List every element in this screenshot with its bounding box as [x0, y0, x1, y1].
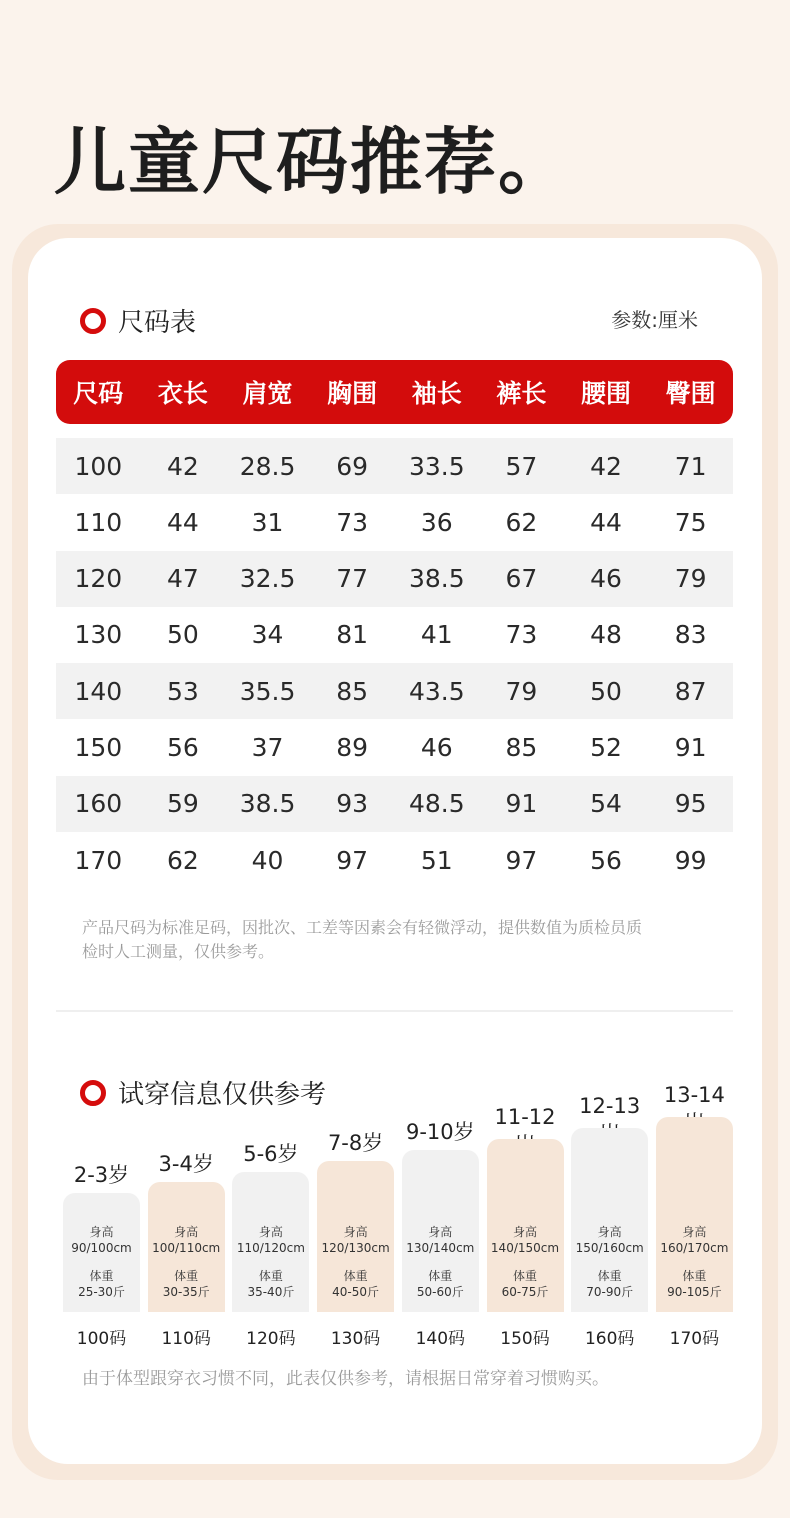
table-cell: 42 [590, 451, 622, 481]
unit-label: 参数:厘米 [611, 308, 698, 332]
column-header: 肩宽 [242, 379, 293, 408]
table-note [82, 916, 642, 964]
section-divider [56, 1010, 733, 1012]
weight-label: 体重 [682, 1269, 707, 1283]
note-line: 检时人工测量，仅供参考。 [82, 942, 275, 961]
weight-value: 35-40斤 [247, 1285, 295, 1299]
fit-bar [317, 1161, 394, 1312]
column-header: 裤长 [496, 379, 547, 408]
fit-bar [232, 1172, 309, 1312]
fit-info-header [80, 1074, 326, 1111]
age-label: 13-14 [663, 1083, 725, 1107]
table-cell: 79 [674, 564, 707, 594]
table-cell: 93 [336, 789, 369, 819]
height-value: 130/140cm [406, 1241, 475, 1255]
size-label: 170码 [669, 1329, 720, 1349]
age-label: 9-10岁 [405, 1120, 475, 1144]
table-cell: 140 [74, 676, 123, 706]
height-label: 身高 [428, 1225, 453, 1239]
page-title: 儿童尺码推荐。 [54, 120, 573, 204]
size-table-header [80, 302, 196, 339]
table-cell: 85 [336, 676, 369, 706]
size-table-title: 尺码表 [118, 308, 197, 338]
table-cell: 35.5 [239, 676, 296, 706]
table-cell: 28.5 [239, 451, 296, 481]
table-row [56, 607, 733, 663]
column-header: 胸围 [327, 379, 378, 408]
table-row [56, 494, 733, 550]
table-cell: 69 [336, 451, 369, 481]
size-label: 150码 [500, 1329, 550, 1349]
table-cell: 99 [674, 845, 707, 875]
table-cell: 33.5 [408, 451, 465, 481]
table-row [56, 438, 733, 494]
table-cell: 120 [74, 564, 123, 594]
table-cell: 32.5 [239, 564, 296, 594]
table-row [56, 832, 733, 888]
column-header: 袖长 [411, 379, 462, 408]
table-cell: 47 [167, 564, 199, 594]
height-value: 160/170cm [660, 1241, 729, 1255]
height-value: 120/130cm [321, 1241, 390, 1255]
age-label: 2-3岁 [73, 1163, 130, 1187]
weight-value: 25-30斤 [78, 1285, 125, 1299]
height-label: 身高 [512, 1225, 537, 1239]
height-label: 身高 [258, 1225, 283, 1239]
fit-info-title: 试穿信息仅供参考 [118, 1080, 327, 1110]
fit-bar [571, 1128, 648, 1312]
size-label: 160码 [584, 1329, 635, 1349]
table-cell: 38.5 [408, 564, 465, 594]
age-label: 12-13 [579, 1094, 641, 1118]
height-label: 身高 [174, 1225, 199, 1239]
table-cell: 83 [674, 620, 707, 650]
weight-label: 体重 [89, 1269, 114, 1283]
table-cell: 37 [251, 733, 284, 762]
table-cell: 40 [251, 845, 284, 875]
table-cell: 59 [167, 789, 199, 819]
table-cell: 53 [167, 676, 199, 706]
height-label: 身高 [597, 1225, 622, 1239]
fit-bar [487, 1139, 564, 1312]
height-value: 100/110cm [152, 1241, 221, 1255]
age-label: 11-12 [494, 1105, 556, 1129]
height-value: 90/100cm [71, 1241, 132, 1255]
height-label: 身高 [682, 1225, 707, 1239]
size-label: 130码 [330, 1329, 381, 1349]
weight-value: 90-105斤 [667, 1285, 722, 1299]
table-cell: 91 [505, 789, 538, 819]
table-cell: 52 [590, 733, 622, 762]
height-label: 身高 [89, 1225, 114, 1239]
weight-label: 体重 [597, 1269, 622, 1283]
table-cell: 44 [167, 507, 199, 537]
table-cell: 34 [251, 620, 284, 650]
table-cell: 97 [505, 845, 538, 875]
table-cell: 62 [505, 507, 538, 537]
table-cell: 46 [590, 564, 622, 594]
weight-label: 体重 [343, 1269, 368, 1283]
table-cell: 160 [74, 789, 123, 819]
table-cell: 100 [74, 451, 123, 481]
fit-bar [402, 1150, 479, 1312]
table-cell: 62 [167, 845, 199, 875]
ring-icon [80, 308, 106, 334]
table-cell: 79 [505, 676, 538, 706]
table-cell: 42 [167, 451, 199, 481]
table-cell: 97 [336, 845, 369, 875]
table-cell: 91 [674, 733, 707, 762]
table-cell: 150 [74, 733, 123, 762]
column-header: 臀围 [665, 379, 716, 408]
table-cell: 73 [505, 620, 538, 650]
weight-value: 50-60斤 [416, 1285, 464, 1299]
table-row [56, 663, 733, 719]
table-cell: 56 [167, 733, 199, 762]
weight-label: 体重 [512, 1269, 537, 1283]
weight-label: 体重 [258, 1269, 283, 1283]
table-cell: 81 [336, 620, 369, 650]
table-cell: 46 [420, 733, 453, 762]
age-label: 3-4岁 [158, 1152, 214, 1176]
table-cell: 73 [336, 507, 369, 537]
size-label: 100码 [76, 1329, 127, 1349]
table-cell: 95 [674, 789, 707, 819]
table-cell: 57 [505, 451, 538, 481]
table-cell: 44 [590, 507, 622, 537]
table-cell: 130 [74, 620, 123, 650]
table-cell: 38.5 [239, 789, 296, 819]
age-label: 7-8岁 [327, 1131, 384, 1155]
weight-value: 40-50斤 [332, 1285, 380, 1299]
table-cell: 50 [590, 676, 622, 706]
table-cell: 67 [505, 564, 538, 594]
table-cell: 51 [420, 845, 453, 875]
height-label: 身高 [343, 1225, 368, 1239]
table-cell: 48 [590, 620, 622, 650]
table-cell: 85 [505, 733, 538, 762]
table-cell: 87 [674, 676, 707, 706]
age-label: 5-6岁 [243, 1142, 299, 1166]
column-header: 腰围 [581, 379, 632, 408]
height-value: 140/150cm [490, 1241, 560, 1255]
weight-label: 体重 [428, 1269, 453, 1283]
table-cell: 43.5 [408, 676, 465, 706]
weight-value: 30-35斤 [162, 1285, 210, 1299]
table-cell: 75 [674, 507, 707, 537]
size-label: 110码 [161, 1329, 211, 1349]
weight-value: 60-75斤 [501, 1285, 549, 1299]
height-value: 110/120cm [236, 1241, 305, 1255]
table-cell: 170 [74, 845, 123, 875]
table-row [56, 776, 733, 832]
ring-icon [80, 1080, 106, 1106]
table-cell: 41 [420, 620, 453, 650]
fit-bar [63, 1193, 140, 1312]
table-cell: 71 [674, 451, 707, 481]
table-cell: 36 [420, 507, 453, 537]
table-head [56, 360, 733, 424]
table-cell: 31 [251, 507, 284, 537]
fit-info-note: 由于体型跟穿衣习惯不同，此表仅供参考，请根据日常穿着习惯购买。 [82, 1369, 609, 1389]
table-cell: 110 [74, 507, 123, 537]
size-label: 120码 [246, 1329, 296, 1349]
note-line: 产品尺码为标准足码，因批次、工差等因素会有轻微浮动，提供数值为质检员质 [82, 918, 643, 937]
size-label: 140码 [415, 1329, 466, 1349]
weight-value: 70-90斤 [586, 1285, 634, 1299]
table-cell: 56 [590, 845, 622, 875]
weight-label: 体重 [174, 1269, 199, 1283]
fit-bar [148, 1182, 225, 1312]
table-cell: 54 [590, 789, 622, 819]
fit-bar [656, 1117, 733, 1312]
height-value: 150/160cm [575, 1241, 644, 1255]
column-header: 尺码 [73, 379, 124, 408]
table-cell: 89 [336, 733, 369, 762]
table-cell: 48.5 [408, 789, 465, 819]
column-header: 衣长 [157, 379, 208, 408]
table-cell: 77 [336, 564, 369, 594]
table-row [56, 720, 733, 776]
table-cell: 50 [167, 620, 199, 650]
table-row [56, 551, 733, 607]
